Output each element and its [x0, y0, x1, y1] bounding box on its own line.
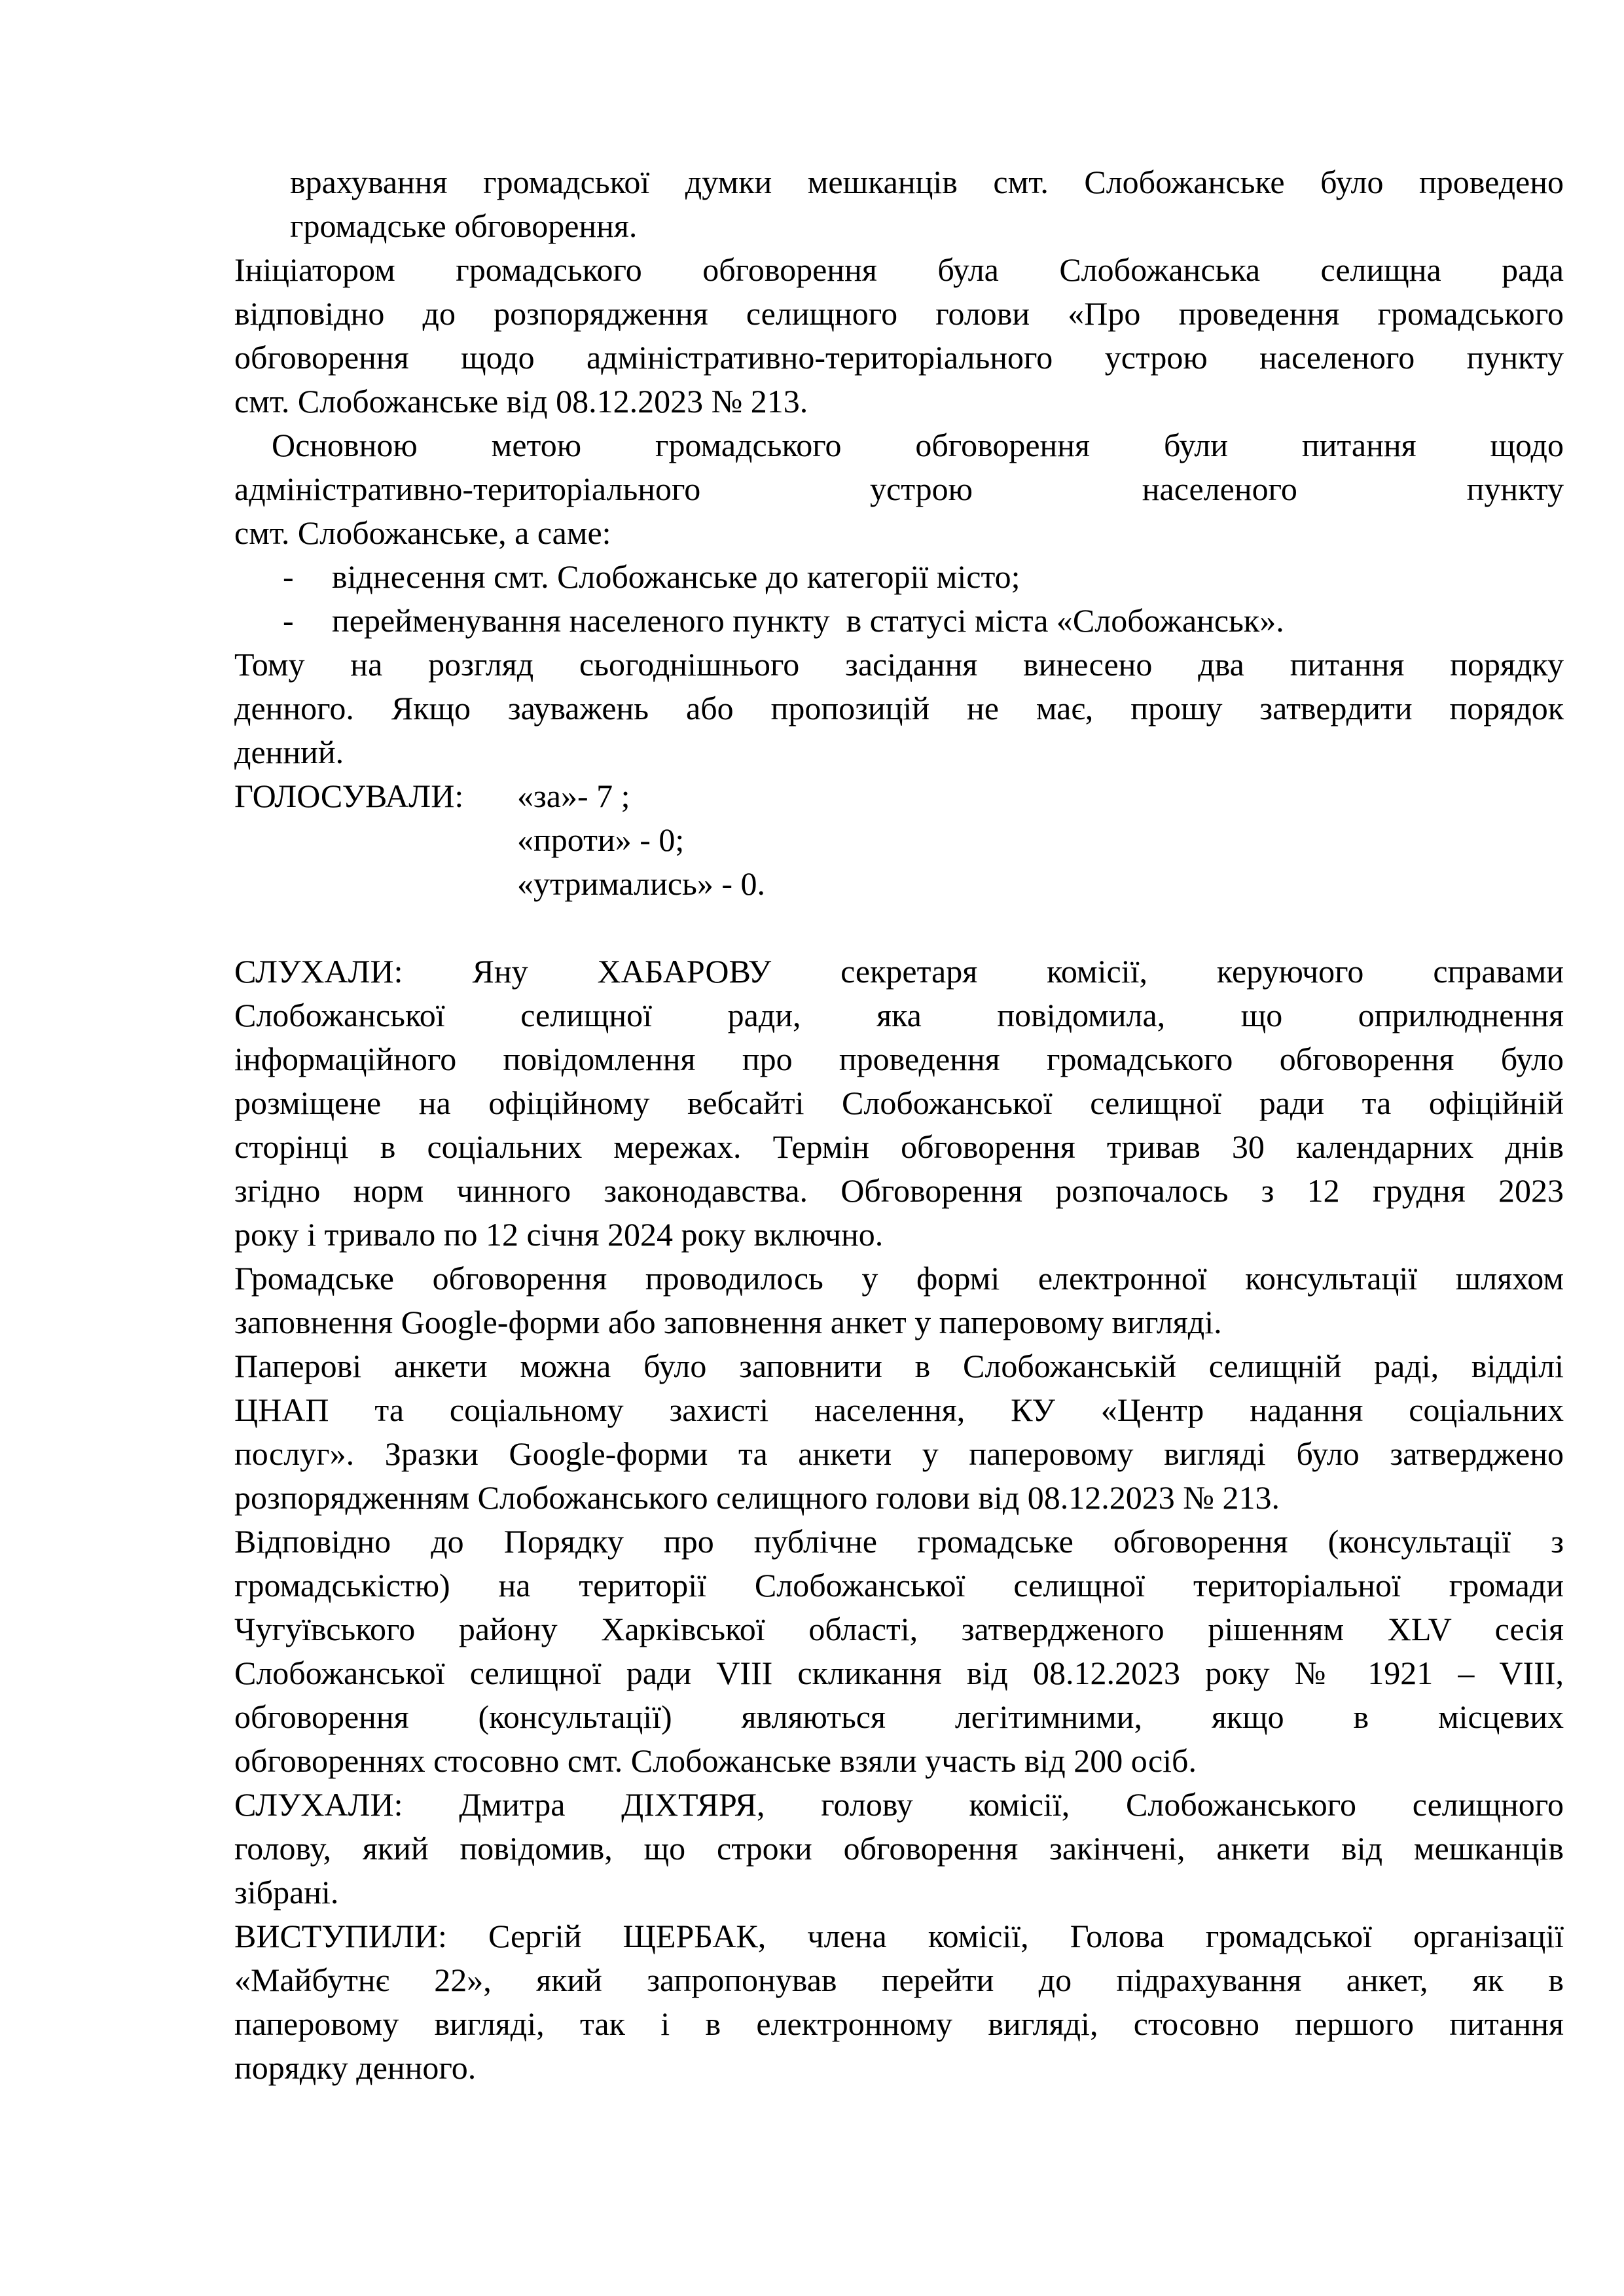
document-line: заповнення Google-форми або заповнення анкет у паперовому вигляді.: [234, 1304, 1222, 1340]
bullet-marker: -: [283, 602, 294, 639]
document-line: Ініціатором громадського обговорення була Слобожанська селищна рада: [234, 251, 1564, 288]
document-line: Слобожанської селищної ради VIII скликання від 08.12.2023 року № 1921 – VIII,: [234, 1655, 1564, 1691]
blank-line: [234, 906, 1564, 950]
document-line: порядку денного.: [234, 2049, 477, 2086]
document-line: Паперові анкети можна було заповнити в Слобожанській селищній раді, відділі: [234, 1348, 1564, 1384]
document-line: послуг». Зразки Google-форми та анкети у паперовому вигляді було затверджено: [234, 1435, 1564, 1472]
document-line: «утримались» - 0.: [517, 865, 766, 902]
document-line: смт. Слобожанське, а саме:: [234, 514, 611, 551]
document-line: відповідно до розпорядження селищного голови «Про проведення громадського: [234, 295, 1564, 332]
document-line: адміністративно-територіального устрою населеного пункту: [234, 471, 1564, 507]
document-line: денного. Якщо зауважень або пропозицій не має, прошу затвердити порядок: [234, 690, 1564, 726]
document-line: Основною метою громадського обговорення були питання щодо: [272, 427, 1564, 463]
document-line: денний.: [234, 734, 344, 770]
document-line: СЛУХАЛИ: Яну ХАБАРОВУ секретаря комісії, керуючого справами: [234, 953, 1564, 990]
document-line: Громадське обговорення проводилось у формі електронної консультації шляхом: [234, 1260, 1564, 1297]
document-line: Слобожанської селищної ради, яка повідомила, що оприлюднення: [234, 997, 1564, 1033]
list-item: [283, 555, 1564, 599]
document-line: розпорядженням Слобожанського селищного голови від 08.12.2023 № 213.: [234, 1479, 1280, 1516]
document-line: ВИСТУПИЛИ: Сергій ЩЕРБАК, члена комісії, Голова громадської організації: [234, 1918, 1564, 1954]
document-line: паперовому вигляді, так і в електронному вигляді, стосовно першого питання: [234, 2005, 1564, 2042]
bullet-marker: -: [283, 558, 294, 595]
document-line: врахування громадської думки мешканців смт. Слобожанське було проведено: [290, 164, 1564, 200]
document-line: громадське обговорення.: [290, 207, 638, 244]
document-line: «Майбутнє 22», який запропонував перейти до підрахування анкет, як в: [234, 1962, 1564, 1998]
text-block: [234, 160, 1564, 2090]
document-line: зібрані.: [234, 1874, 339, 1910]
document-line: Відповідно до Порядку про публічне громадське обговорення (консультації з: [234, 1523, 1564, 1560]
document-line: обговорення щодо адміністративно-територіального устрою населеного пункту: [234, 339, 1564, 376]
document-line: інформаційного повідомлення про проведення громадського обговорення було: [234, 1041, 1564, 1077]
document-line: СЛУХАЛИ: Дмитра ДІХТЯРЯ, голову комісії, Слобожанського селищного: [234, 1786, 1564, 1823]
list-item-text: віднесення смт. Слобожанське до категорії місто;: [332, 558, 1020, 595]
document-line: року і тривало по 12 січня 2024 року включно.: [234, 1216, 884, 1253]
vote-line: [234, 774, 1564, 818]
document-line: громадськістю) на території Слобожанської селищної територіальної громади: [234, 1567, 1564, 1604]
document-line: згідно норм чинного законодавства. Обговорення розпочалось з 12 грудня 2023: [234, 1172, 1564, 1209]
document-line: розміщене на офіційному вебсайті Слобожанської селищної ради та офіційній: [234, 1085, 1564, 1121]
document-line: обговорення (консультації) являються легітимними, якщо в місцевих: [234, 1698, 1564, 1735]
document-line: смт. Слобожанське від 08.12.2023 № 213.: [234, 383, 808, 420]
document-line: Тому на розгляд сьогоднішнього засідання винесено два питання порядку: [234, 646, 1564, 683]
list-item-text: перейменування населеного пункту в статусі міста «Слобожанськ».: [332, 602, 1284, 639]
document-line: ЦНАП та соціальному захисті населення, КУ «Центр надання соціальних: [234, 1391, 1564, 1428]
vote-label: ГОЛОСУВАЛИ:: [234, 778, 464, 814]
document-line: обговореннях стосовно смт. Слобожанське взяли участь від 200 осіб.: [234, 1742, 1197, 1779]
document-line: Чугуївського району Харківської області, затвердженого рішенням XLV сесія: [234, 1611, 1564, 1647]
document-line: сторінці в соціальних мережах. Термін обговорення тривав 30 календарних днів: [234, 1128, 1564, 1165]
document-line: «проти» - 0;: [517, 821, 685, 858]
vote-value: «за»- 7 ;: [517, 778, 630, 814]
document-line: голову, який повідомив, що строки обговорення закінчені, анкети від мешканців: [234, 1830, 1564, 1867]
list-item: [283, 599, 1564, 643]
